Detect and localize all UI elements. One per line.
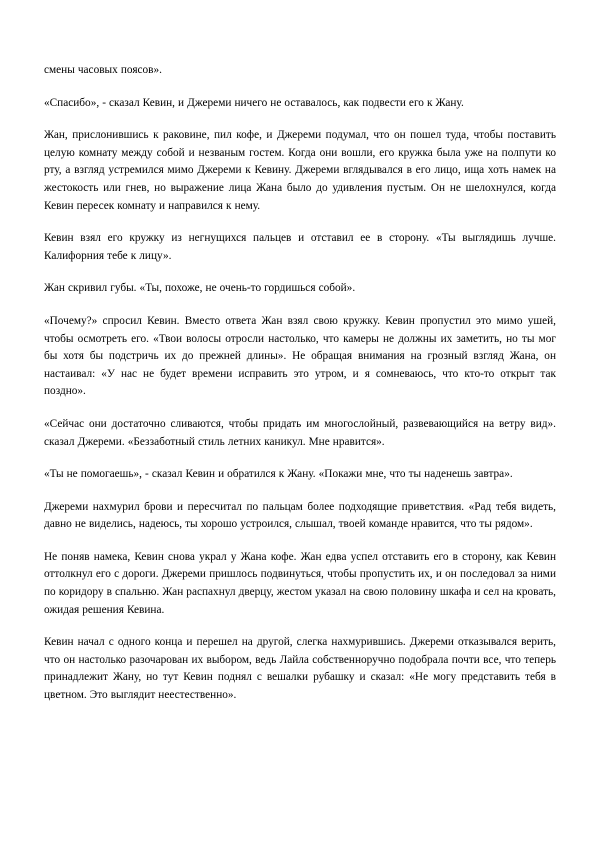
paragraph: «Сейчас они достаточно сливаются, чтобы придать им многослойный, развевающийся на ветру вид». сказал Джереми. «Беззаботный стиль летних каникул. Мне нравится». bbox=[44, 417, 556, 448]
paragraph: Джереми нахмурил брови и пересчитал по пальцам более подходящие приветствия. «Рад тебя видеть, давно не виделись, надеюсь, ты хорошо устроился, слышал, твоей команде нравится, что ты рядом». bbox=[44, 500, 556, 531]
paragraph: «Ты не помогаешь», - сказал Кевин и обратился к Жану. «Покажи мне, что ты наденешь завтра». bbox=[44, 468, 513, 481]
paragraph: смены часовых поясов». bbox=[44, 64, 162, 76]
paragraph: «Почему?» спросил Кевин. Вместо ответа Жан взял свою кружку. Кевин пропустил это мимо ушей, чтобы осмотреть его. «Твои волосы отросли настолько, что камеры не должны их заметить, но ты мог бы хотя бы подстричь их до прежней длины». Не обращая внимания на грозный взгляд Жана, он настаивал: «У нас не будет времени исправить это утром, и я сомневаюсь, что кто-то открыт так поздно». bbox=[44, 314, 556, 398]
paragraph: Жан скривил губы. «Ты, похоже, не очень-то гордишься собой». bbox=[44, 282, 356, 295]
paragraph: «Спасибо», - сказал Кевин, и Джереми ничего не оставалось, как подвести его к Жану. bbox=[44, 96, 464, 109]
paragraph: Не поняв намека, Кевин снова украл у Жана кофе. Жан едва успел отставить его в сторону, как Кевин оттолкнул его с дороги. Джереми пришлось подвинуться, чтобы пропустить их, и он последовал за ними по коридору в спальню. Жан распахнул дверцу, жестом указал на свою половину шкафа и сел на кровать, ожидая решения Кевина. bbox=[44, 550, 556, 616]
paragraph: Жан, прислонившись к раковине, пил кофе, и Джереми подумал, что он пошел туда, чтобы поставить целую комнату между собой и незваным гостем. Когда они вошли, его кружка была уже на полпути ко рту, а взгляд устремился мимо Джереми к Кевину. Джереми вглядывался в его лицо, ища хоть намек на жестокость или гнев, но выражение лица Жана было до удивления пустым. Он не шелохнулся, когда Кевин пересек комнату и направился к нему. bbox=[44, 129, 556, 212]
paragraph: Кевин взял его кружку из негнущихся пальцев и отставил ее в сторону. «Ты выглядишь лучше. Калифорния тебе к лицу». bbox=[44, 232, 556, 262]
paragraph: Кевин начал с одного конца и перешел на другой, слегка нахмурившись. Джереми отказывался верить, что он настолько разочарован их выбором, ведь Лайла собственноручно подобрала почти все, что теперь принадлежит Жану, но тут Кевин поднял с вешалки рубашку и сказал: «Не могу представить тебя в цветном. Это выглядит неестественно». bbox=[44, 636, 556, 702]
